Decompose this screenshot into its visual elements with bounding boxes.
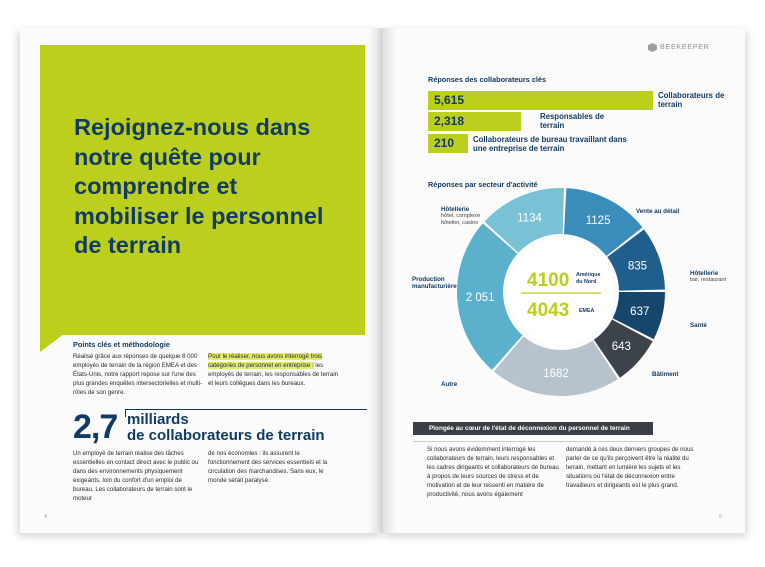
plunge-heading: Plongée au cœur de l'état de déconnexion du personnel de terrain (429, 425, 630, 432)
center-emea-label: EMEA (579, 308, 595, 314)
stat-rule-tick (125, 409, 126, 417)
response-label: Collaborateurs de terrain (658, 91, 725, 109)
page-number-right: 5 (719, 514, 723, 520)
methodology-rest: les employés de terrain, les responsables de terrain et leurs collègues dans les bureaux. (208, 361, 339, 387)
key-points-text: Réalisé grâce aux réponses de quelque 8 000 employés de terrain de la région EMEA et des États-Unis, notre rapport repose sur l'une des plus grandes enquêtes intersectorielles et multi-rôles de son genre. (73, 353, 203, 396)
big-stat-unit-line2: de collaborateurs de terrain (127, 426, 325, 444)
sector-name: Hôtellerie (690, 270, 719, 277)
page-number-left: 4 (44, 514, 48, 520)
plunge-column-1: Si nous avons évidemment interrogé les collaborateurs de terrain, leurs responsables et les cadres dirigeants et collaborateurs de bureau à propos de leurs sources de stress et de motivation et de leur ressenti en matière de productivité, nous avons également (427, 446, 559, 498)
big-stat-unit (127, 412, 325, 443)
beekeeper-logo-icon (648, 43, 657, 52)
response-value: 2,318 (434, 114, 465, 128)
donut-segment-value: 1125 (585, 215, 611, 228)
big-stat-number: 2,7 (73, 408, 118, 446)
sector-heading: Réponses par secteur d'activité (428, 180, 538, 189)
response-label: Responsables de terrain (540, 112, 605, 130)
sector-label-building: Bâtiment (652, 371, 679, 378)
key-points-heading: Points clés et méthodologie (73, 340, 170, 349)
plunge-divider (413, 441, 671, 442)
body-column-1: Un employé de terrain réalise des tâches essentielles en contact direct avec le public ou dans des environnements physiquement exigeants, loin du confort d'un emploi de bureau. Les collaborateurs de terrain sont le moteur (73, 450, 199, 502)
sector-label-hospitality-hotel (441, 206, 501, 228)
donut-segment-value: 643 (611, 341, 631, 354)
center-na-value: 4100 (527, 270, 570, 291)
center-na-label-2: du Nord (576, 279, 597, 285)
donut-segment-value: 637 (630, 305, 650, 318)
methodology-text (208, 353, 342, 389)
sector-label-other: Autre (441, 381, 458, 388)
donut-segment-value: 835 (627, 260, 648, 273)
sector-label-manufacturing: Production manufacturière (412, 276, 457, 291)
plunge-column-2: demandé à ces deux derniers groupes de nous parler de ce qu'ils perçoivent être la réalité du terrain, mettant en lumière les sujets et les situations où l'état de déconnexion entre travailleurs et dirigeants est le plus grand. (566, 446, 694, 489)
stat-rule (125, 409, 367, 410)
responses-heading: Réponses des collaborateurs clés (428, 75, 547, 84)
donut-segment-value: 2 051 (465, 292, 495, 305)
sector-sub: hôtel, complexe hôtelier, casino (441, 213, 481, 227)
brand-logo (648, 43, 710, 52)
sector-sub: bar, restaurant (690, 277, 727, 284)
body-column-2: de nos économies : ils assurent le fonctionnement des services essentiels et la circulation des marchandises. Sans eux, le monde serait paralysé. (208, 450, 328, 484)
center-emea-value: 4043 (527, 300, 570, 321)
book-gutter (368, 28, 396, 533)
sector-name: Hôtellerie (441, 206, 470, 213)
page-title: Rejoignez-nous dans notre quête pour comprendre et mobiliser le personnel de terrain (74, 114, 324, 258)
sector-label-hospitality-bar (690, 270, 726, 284)
center-na-label-1: Amérique (576, 272, 601, 278)
response-value: 210 (434, 136, 455, 150)
brand-name: BEEKEEPER (660, 44, 710, 51)
highlighted-text: Pour le réaliser, nous avons interrogé trois catégories de personnel en entreprise : (208, 353, 323, 369)
donut-segment-value: 1134 (517, 212, 542, 225)
sector-label-health: Santé (690, 322, 707, 329)
sector-label-retail: Vente au détail (636, 208, 680, 215)
donut-center (508, 239, 614, 345)
donut-segment-value: 1682 (543, 367, 569, 380)
response-label: Collaborateurs de bureau travaillant dans une entreprise de terrain (473, 135, 627, 153)
response-value: 5,615 (434, 93, 465, 107)
hero-speech-tail (40, 334, 64, 352)
big-stat-unit-line1: milliards (127, 411, 189, 428)
